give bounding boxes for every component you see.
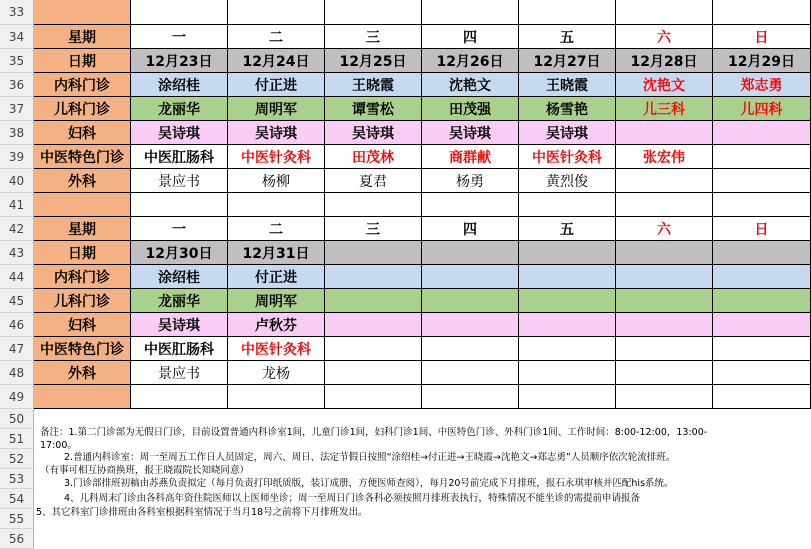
pediatrics-cell[interactable] [422, 289, 519, 313]
gynecology-cell[interactable]: 吴诗琪 [325, 121, 422, 145]
empty-cell [228, 0, 325, 25]
row-header[interactable]: 34 [0, 25, 34, 49]
empty-cell [131, 0, 228, 25]
row-header[interactable]: 43 [0, 241, 34, 265]
row-header[interactable]: 39 [0, 145, 34, 169]
weekday-cell: 四 [422, 217, 519, 241]
tcm-clinic-cell[interactable]: 田茂林 [325, 145, 422, 169]
weekday-label: 星期 [34, 25, 131, 49]
surgery-cell[interactable]: 杨勇 [422, 169, 519, 193]
weekday-cell: 五 [519, 25, 616, 49]
empty-cell [519, 385, 616, 409]
empty-cell [325, 193, 422, 217]
internal-medicine-cell[interactable] [519, 265, 616, 289]
pediatrics-label: 儿科门诊 [34, 97, 131, 121]
note-line: 4、儿科周末门诊由各科高年资住院医师以上医师坐诊；周一至周日门诊各科必须按照月排班表执行，特殊情况不能坐诊的需提前申请报备 [64, 493, 641, 504]
row-header[interactable]: 41 [0, 193, 34, 217]
pediatrics-cell[interactable] [616, 289, 713, 313]
internal-medicine-label: 内科门诊 [34, 73, 131, 97]
empty-cell [422, 193, 519, 217]
tcm-clinic-label: 中医特色门诊 [34, 337, 131, 361]
row-header[interactable]: 42 [0, 217, 34, 241]
pediatrics-label: 儿科门诊 [34, 289, 131, 313]
weekday-cell: 二 [228, 25, 325, 49]
tcm-clinic-cell[interactable] [713, 145, 811, 169]
pediatrics-cell[interactable]: 周明军 [228, 289, 325, 313]
empty-cell [228, 193, 325, 217]
empty-cell [422, 385, 519, 409]
row-header[interactable]: 33 [0, 0, 34, 25]
label-cell-empty [34, 0, 131, 25]
internal-medicine-cell[interactable]: 涂绍桂 [131, 265, 228, 289]
tcm-clinic-cell[interactable]: 张宏伟 [616, 145, 713, 169]
date-cell [713, 241, 811, 265]
weekday-cell: 日 [713, 25, 811, 49]
weekday-cell: 四 [422, 25, 519, 49]
surgery-cell[interactable] [713, 361, 811, 385]
empty-cell [325, 0, 422, 25]
gynecology-label: 妇科 [34, 121, 131, 145]
row-header[interactable]: 49 [0, 385, 34, 409]
row-header[interactable]: 48 [0, 361, 34, 385]
empty-cell [519, 193, 616, 217]
date-cell: 12月30日 [131, 241, 228, 265]
date-cell: 12月28日 [616, 49, 713, 73]
label-cell-empty [34, 193, 131, 217]
internal-medicine-cell[interactable] [713, 265, 811, 289]
date-cell: 12月27日 [519, 49, 616, 73]
internal-medicine-cell[interactable]: 涂绍桂 [131, 73, 228, 97]
pediatrics-cell[interactable]: 周明军 [228, 97, 325, 121]
note-line: 3.门诊部排班初稿由苏燕负责拟定（每月负责打印纸质版，装订成册，方便医师查阅），每月20号前完成下月排班，报石永琪审核并匹配his系统。 [64, 478, 674, 489]
row-header[interactable]: 47 [0, 337, 34, 361]
row-header[interactable]: 36 [0, 73, 34, 97]
row-header[interactable]: 37 [0, 97, 34, 121]
note-line: 5、其它科室门诊排班由各科室根据科室情况于当月18号之前将下月排班发出。 [36, 507, 368, 518]
date-cell: 12月23日 [131, 49, 228, 73]
surgery-cell[interactable] [325, 361, 422, 385]
internal-medicine-cell[interactable] [325, 265, 422, 289]
tcm-clinic-cell[interactable]: 中医针灸科 [519, 145, 616, 169]
tcm-clinic-cell[interactable] [616, 337, 713, 361]
surgery-cell[interactable]: 杨柳 [228, 169, 325, 193]
internal-medicine-cell[interactable]: 付正进 [228, 73, 325, 97]
internal-medicine-cell[interactable]: 付正进 [228, 265, 325, 289]
surgery-cell[interactable]: 景应书 [131, 169, 228, 193]
note-line: 17:00。 [40, 440, 77, 451]
internal-medicine-label: 内科门诊 [34, 265, 131, 289]
row-header[interactable]: 56 [0, 529, 34, 549]
tcm-clinic-cell[interactable] [325, 337, 422, 361]
row-header[interactable]: 52 [0, 449, 34, 469]
tcm-clinic-cell[interactable] [519, 337, 616, 361]
pediatrics-cell[interactable]: 谭雪松 [325, 97, 422, 121]
date-cell: 12月29日 [713, 49, 811, 73]
row-header[interactable]: 51 [0, 429, 34, 449]
pediatrics-cell[interactable] [325, 289, 422, 313]
row-header[interactable]: 44 [0, 265, 34, 289]
surgery-cell[interactable] [616, 361, 713, 385]
date-label: 日期 [34, 49, 131, 73]
date-cell: 12月24日 [228, 49, 325, 73]
gynecology-cell[interactable] [422, 313, 519, 337]
date-cell: 12月25日 [325, 49, 422, 73]
pediatrics-cell[interactable]: 儿三科 [616, 97, 713, 121]
surgery-cell[interactable]: 夏君 [325, 169, 422, 193]
row-header[interactable]: 35 [0, 49, 34, 73]
internal-medicine-cell[interactable]: 郑志勇 [713, 73, 811, 97]
tcm-clinic-cell[interactable]: 中医针灸科 [228, 145, 325, 169]
gynecology-cell[interactable]: 吴诗琪 [519, 121, 616, 145]
surgery-cell[interactable] [713, 169, 811, 193]
weekday-cell: 一 [131, 217, 228, 241]
note-line: 2.普通内科诊室：周一至周五工作日人员固定，周六、周日、法定节假日按照“涂绍桂→付正进→王晓霞→沈艳文→郑志勇”人员顺序依次轮流排班。 [64, 452, 676, 463]
date-label: 日期 [34, 241, 131, 265]
pediatrics-cell[interactable]: 龙丽华 [131, 289, 228, 313]
surgery-cell[interactable] [519, 361, 616, 385]
pediatrics-cell[interactable] [519, 289, 616, 313]
weekday-cell: 日 [713, 217, 811, 241]
pediatrics-cell[interactable] [713, 289, 811, 313]
gynecology-cell[interactable] [616, 313, 713, 337]
tcm-clinic-cell[interactable] [713, 337, 811, 361]
gynecology-cell[interactable]: 吴诗琪 [131, 121, 228, 145]
weekday-label: 星期 [34, 217, 131, 241]
weekday-cell: 三 [325, 25, 422, 49]
gynecology-cell[interactable]: 卢秋芬 [228, 313, 325, 337]
tcm-clinic-cell[interactable]: 商群献 [422, 145, 519, 169]
empty-cell [325, 385, 422, 409]
gynecology-cell[interactable]: 吴诗琪 [422, 121, 519, 145]
row-header[interactable]: 45 [0, 289, 34, 313]
surgery-cell[interactable]: 黄烈俊 [519, 169, 616, 193]
gynecology-cell[interactable] [713, 313, 811, 337]
empty-cell [616, 0, 713, 25]
row-header[interactable]: 54 [0, 489, 34, 509]
pediatrics-cell[interactable]: 杨雪艳 [519, 97, 616, 121]
tcm-clinic-label: 中医特色门诊 [34, 145, 131, 169]
note-line: （有事可相互协商换班，报王晓霞院长知晓同意） [40, 465, 250, 476]
weekday-cell: 六 [616, 25, 713, 49]
weekday-cell: 二 [228, 217, 325, 241]
row-header[interactable]: 46 [0, 313, 34, 337]
pediatrics-cell[interactable]: 龙丽华 [131, 97, 228, 121]
surgery-label: 外科 [34, 169, 131, 193]
row-header[interactable]: 40 [0, 169, 34, 193]
surgery-label: 外科 [34, 361, 131, 385]
weekday-cell: 六 [616, 217, 713, 241]
empty-cell [713, 385, 811, 409]
date-cell [616, 241, 713, 265]
tcm-clinic-cell[interactable]: 中医针灸科 [228, 337, 325, 361]
weekday-cell: 三 [325, 217, 422, 241]
date-cell: 12月31日 [228, 241, 325, 265]
internal-medicine-cell[interactable] [422, 265, 519, 289]
internal-medicine-cell[interactable]: 沈艳文 [616, 73, 713, 97]
row-header[interactable]: 38 [0, 121, 34, 145]
gynecology-label: 妇科 [34, 313, 131, 337]
empty-cell [519, 0, 616, 25]
row-header[interactable]: 50 [0, 409, 34, 429]
empty-cell [616, 385, 713, 409]
tcm-clinic-cell[interactable]: 中医肛肠科 [131, 337, 228, 361]
tcm-clinic-cell[interactable] [422, 337, 519, 361]
empty-cell [616, 193, 713, 217]
internal-medicine-cell[interactable] [616, 265, 713, 289]
empty-cell [131, 193, 228, 217]
internal-medicine-cell[interactable]: 王晓霞 [325, 73, 422, 97]
empty-cell [713, 0, 811, 25]
surgery-cell[interactable]: 景应书 [131, 361, 228, 385]
internal-medicine-cell[interactable]: 沈艳文 [422, 73, 519, 97]
note-line: 备注：1.第二门诊部为无假日门诊，目前设置普通内科诊室1间，儿童门诊1间，妇科门诊1间、中医特色门诊、外科门诊1间、工作时间：8:00-12:00，13:00- [40, 427, 708, 438]
date-cell: 12月26日 [422, 49, 519, 73]
surgery-cell[interactable] [616, 169, 713, 193]
row-header[interactable]: 53 [0, 469, 34, 489]
pediatrics-cell[interactable]: 田茂强 [422, 97, 519, 121]
gynecology-cell[interactable]: 吴诗琪 [228, 121, 325, 145]
gynecology-cell[interactable]: 吴诗琪 [131, 313, 228, 337]
empty-cell [228, 385, 325, 409]
gynecology-cell[interactable] [519, 313, 616, 337]
tcm-clinic-cell[interactable]: 中医肛肠科 [131, 145, 228, 169]
internal-medicine-cell[interactable]: 王晓霞 [519, 73, 616, 97]
weekday-cell: 五 [519, 217, 616, 241]
gynecology-cell[interactable] [325, 313, 422, 337]
gynecology-cell[interactable] [616, 121, 713, 145]
empty-cell [713, 193, 811, 217]
empty-cell [131, 385, 228, 409]
label-cell-empty [34, 385, 131, 409]
weekday-cell: 一 [131, 25, 228, 49]
gynecology-cell[interactable] [713, 121, 811, 145]
surgery-cell[interactable] [422, 361, 519, 385]
empty-cell [422, 0, 519, 25]
date-cell [519, 241, 616, 265]
date-cell [325, 241, 422, 265]
row-header[interactable]: 55 [0, 509, 34, 529]
surgery-cell[interactable]: 龙杨 [228, 361, 325, 385]
pediatrics-cell[interactable]: 儿四科 [713, 97, 811, 121]
date-cell [422, 241, 519, 265]
